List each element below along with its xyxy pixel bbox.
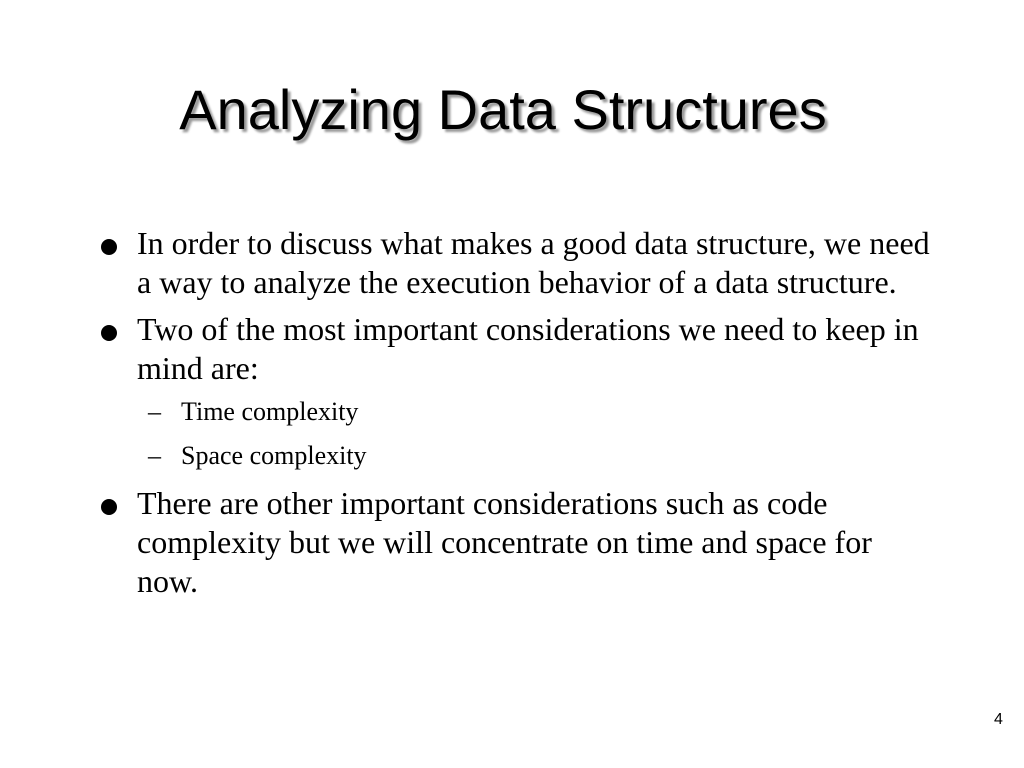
bullet-item-2 [97, 310, 937, 388]
page-number: 4 [994, 711, 1003, 728]
sub-bullet-text: Space complexity [181, 441, 367, 470]
bullet-item-1 [97, 224, 937, 302]
slide-title: Analyzing Data Structures [179, 78, 827, 141]
dash-icon: – [148, 441, 161, 470]
bullet-dot-icon [101, 239, 117, 255]
bullet-item-3 [97, 484, 937, 601]
sub-bullet-text: Time complexity [181, 397, 359, 426]
bullet-dot-icon [101, 325, 117, 341]
bullet-text: In order to discuss what makes a good data structure, we need a way to analyze the execution behavior of a data structure. [137, 225, 930, 300]
bullet-text: Two of the most important considerations we need to keep in mind are: [137, 311, 919, 386]
bullet-text: There are other important considerations such as code complexity but we will concentrate on time and space for now. [137, 485, 872, 599]
dash-icon: – [148, 397, 161, 426]
sub-bullet-item-1 [97, 396, 937, 427]
bullet-dot-icon [101, 499, 117, 515]
sub-bullet-item-2 [97, 440, 937, 471]
sub-bullet-list [97, 396, 937, 471]
slide-content [97, 224, 937, 609]
